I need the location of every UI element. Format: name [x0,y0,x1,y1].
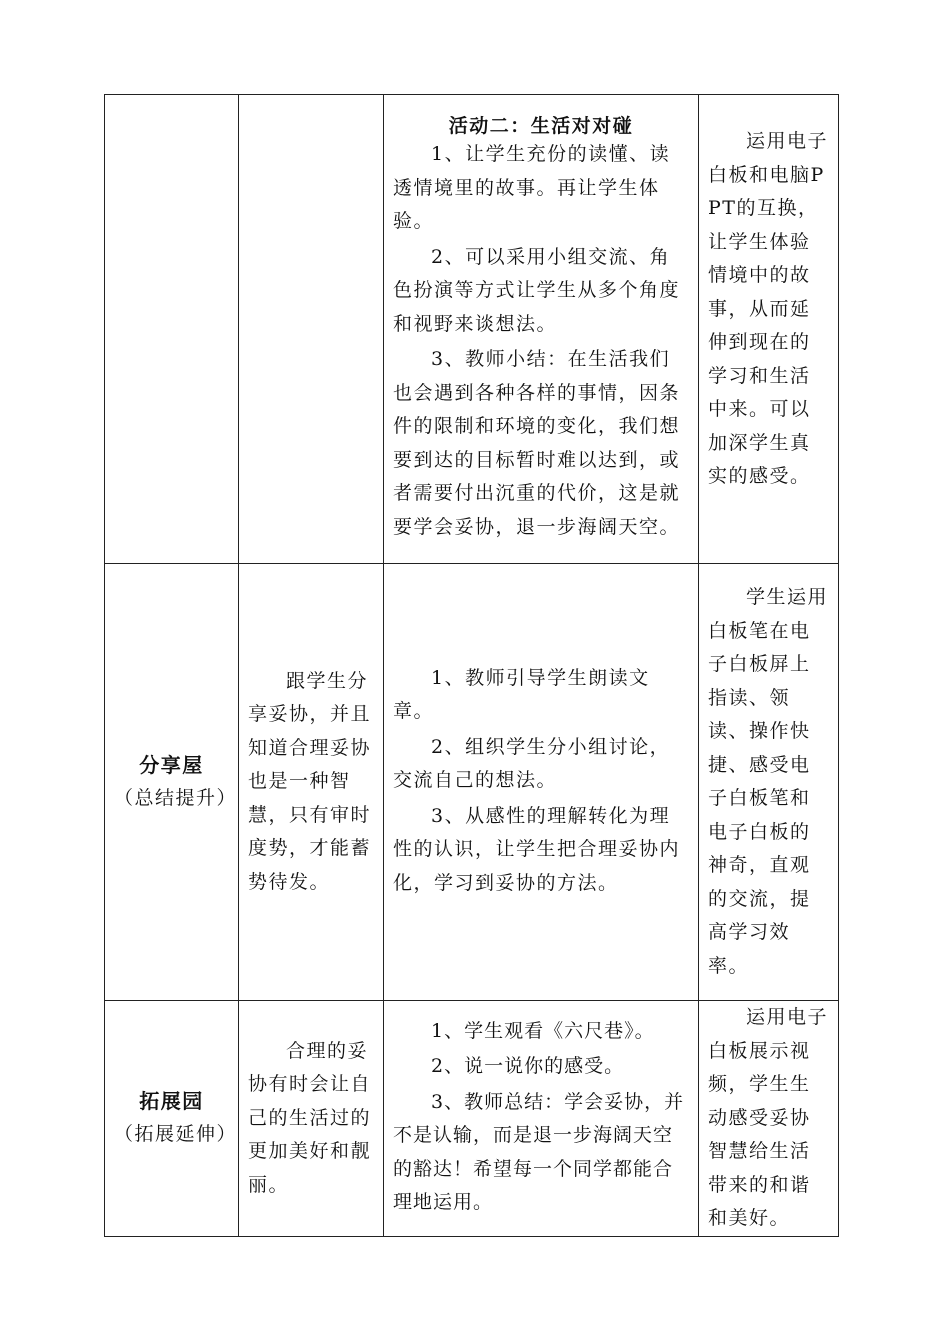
activity-step: 1、学生观看《六尺巷》。 [431,1019,655,1042]
goal-cell [239,1001,384,1237]
activity-step: 3、教师小结：在生活我们也会遇到各种各样的事情，因条件的限制和环境的变化，我们想要到达的目标暂时难以达到，或者需要付出沉重的代价，这是就要学会妥协，退一步海阔天空。 [393,348,681,538]
activity-step: 1、教师引导学生朗读文章。 [393,666,650,723]
activity-cell [384,564,699,1001]
table-row [105,95,839,564]
stage-name: 拓展园 [139,1088,204,1113]
activity-step: 2、可以采用小组交流、角色扮演等方式让学生从多个角度和视野来谈想法。 [393,245,681,335]
stage-cell [105,564,239,1001]
goal-cell [239,564,384,1001]
stage-name: 分享屋 [139,752,204,777]
technology-cell [699,95,839,564]
activity-cell [384,1001,699,1237]
technology-cell [699,564,839,1001]
goal-text: 跟学生分享妥协，并且知道合理妥协也是一种智慧，只有审时度势，才能蓄势待发。 [248,669,372,893]
lesson-plan-table [104,94,839,1237]
technology-text: 学生运用白板笔在电子白板屏上指读、领读、操作快捷、感受电子白板笔和电子白板的神奇，直观的交流，提高学习效率。 [708,586,829,977]
activity-cell [384,95,699,564]
technology-text: 运用电子白板和电脑PPT的互换，让学生体验情境中的故事，从而延伸到现在的学习和生活中来。可以加深学生真实的感受。 [708,130,829,487]
stage-subtitle: （拓展延伸） [114,1123,238,1146]
activity-step: 2、组织学生分小组讨论，交流自己的想法。 [393,735,671,792]
activity-step: 3、教师总结：学会妥协，并不是认输，而是退一步海阔天空的豁达！希望每一个同学都能合理地运用。 [393,1090,685,1214]
table-row [105,564,839,1001]
table-row [105,1001,839,1237]
technology-cell [699,1001,839,1237]
technology-text: 运用电子白板展示视频，学生生动感受妥协智慧给生活带来的和谐和美好。 [708,1006,829,1229]
stage-cell [105,95,239,564]
activity-step: 1、让学生充份的读懂、读透情境里的故事。再让学生体验。 [393,143,671,232]
goal-text: 合理的妥协有时会让自己的生活过的更加美好和靓丽。 [248,1039,372,1196]
stage-cell [105,1001,239,1237]
activity-step: 3、从感性的理解转化为理性的认识，让学生把合理妥协内化，学习到妥协的方法。 [393,804,681,894]
goal-cell [239,95,384,564]
stage-subtitle: （总结提升） [114,787,238,809]
activity-title: 活动二：生活对对碰 [448,115,634,137]
activity-step: 2、说一说你的感受。 [431,1055,625,1078]
